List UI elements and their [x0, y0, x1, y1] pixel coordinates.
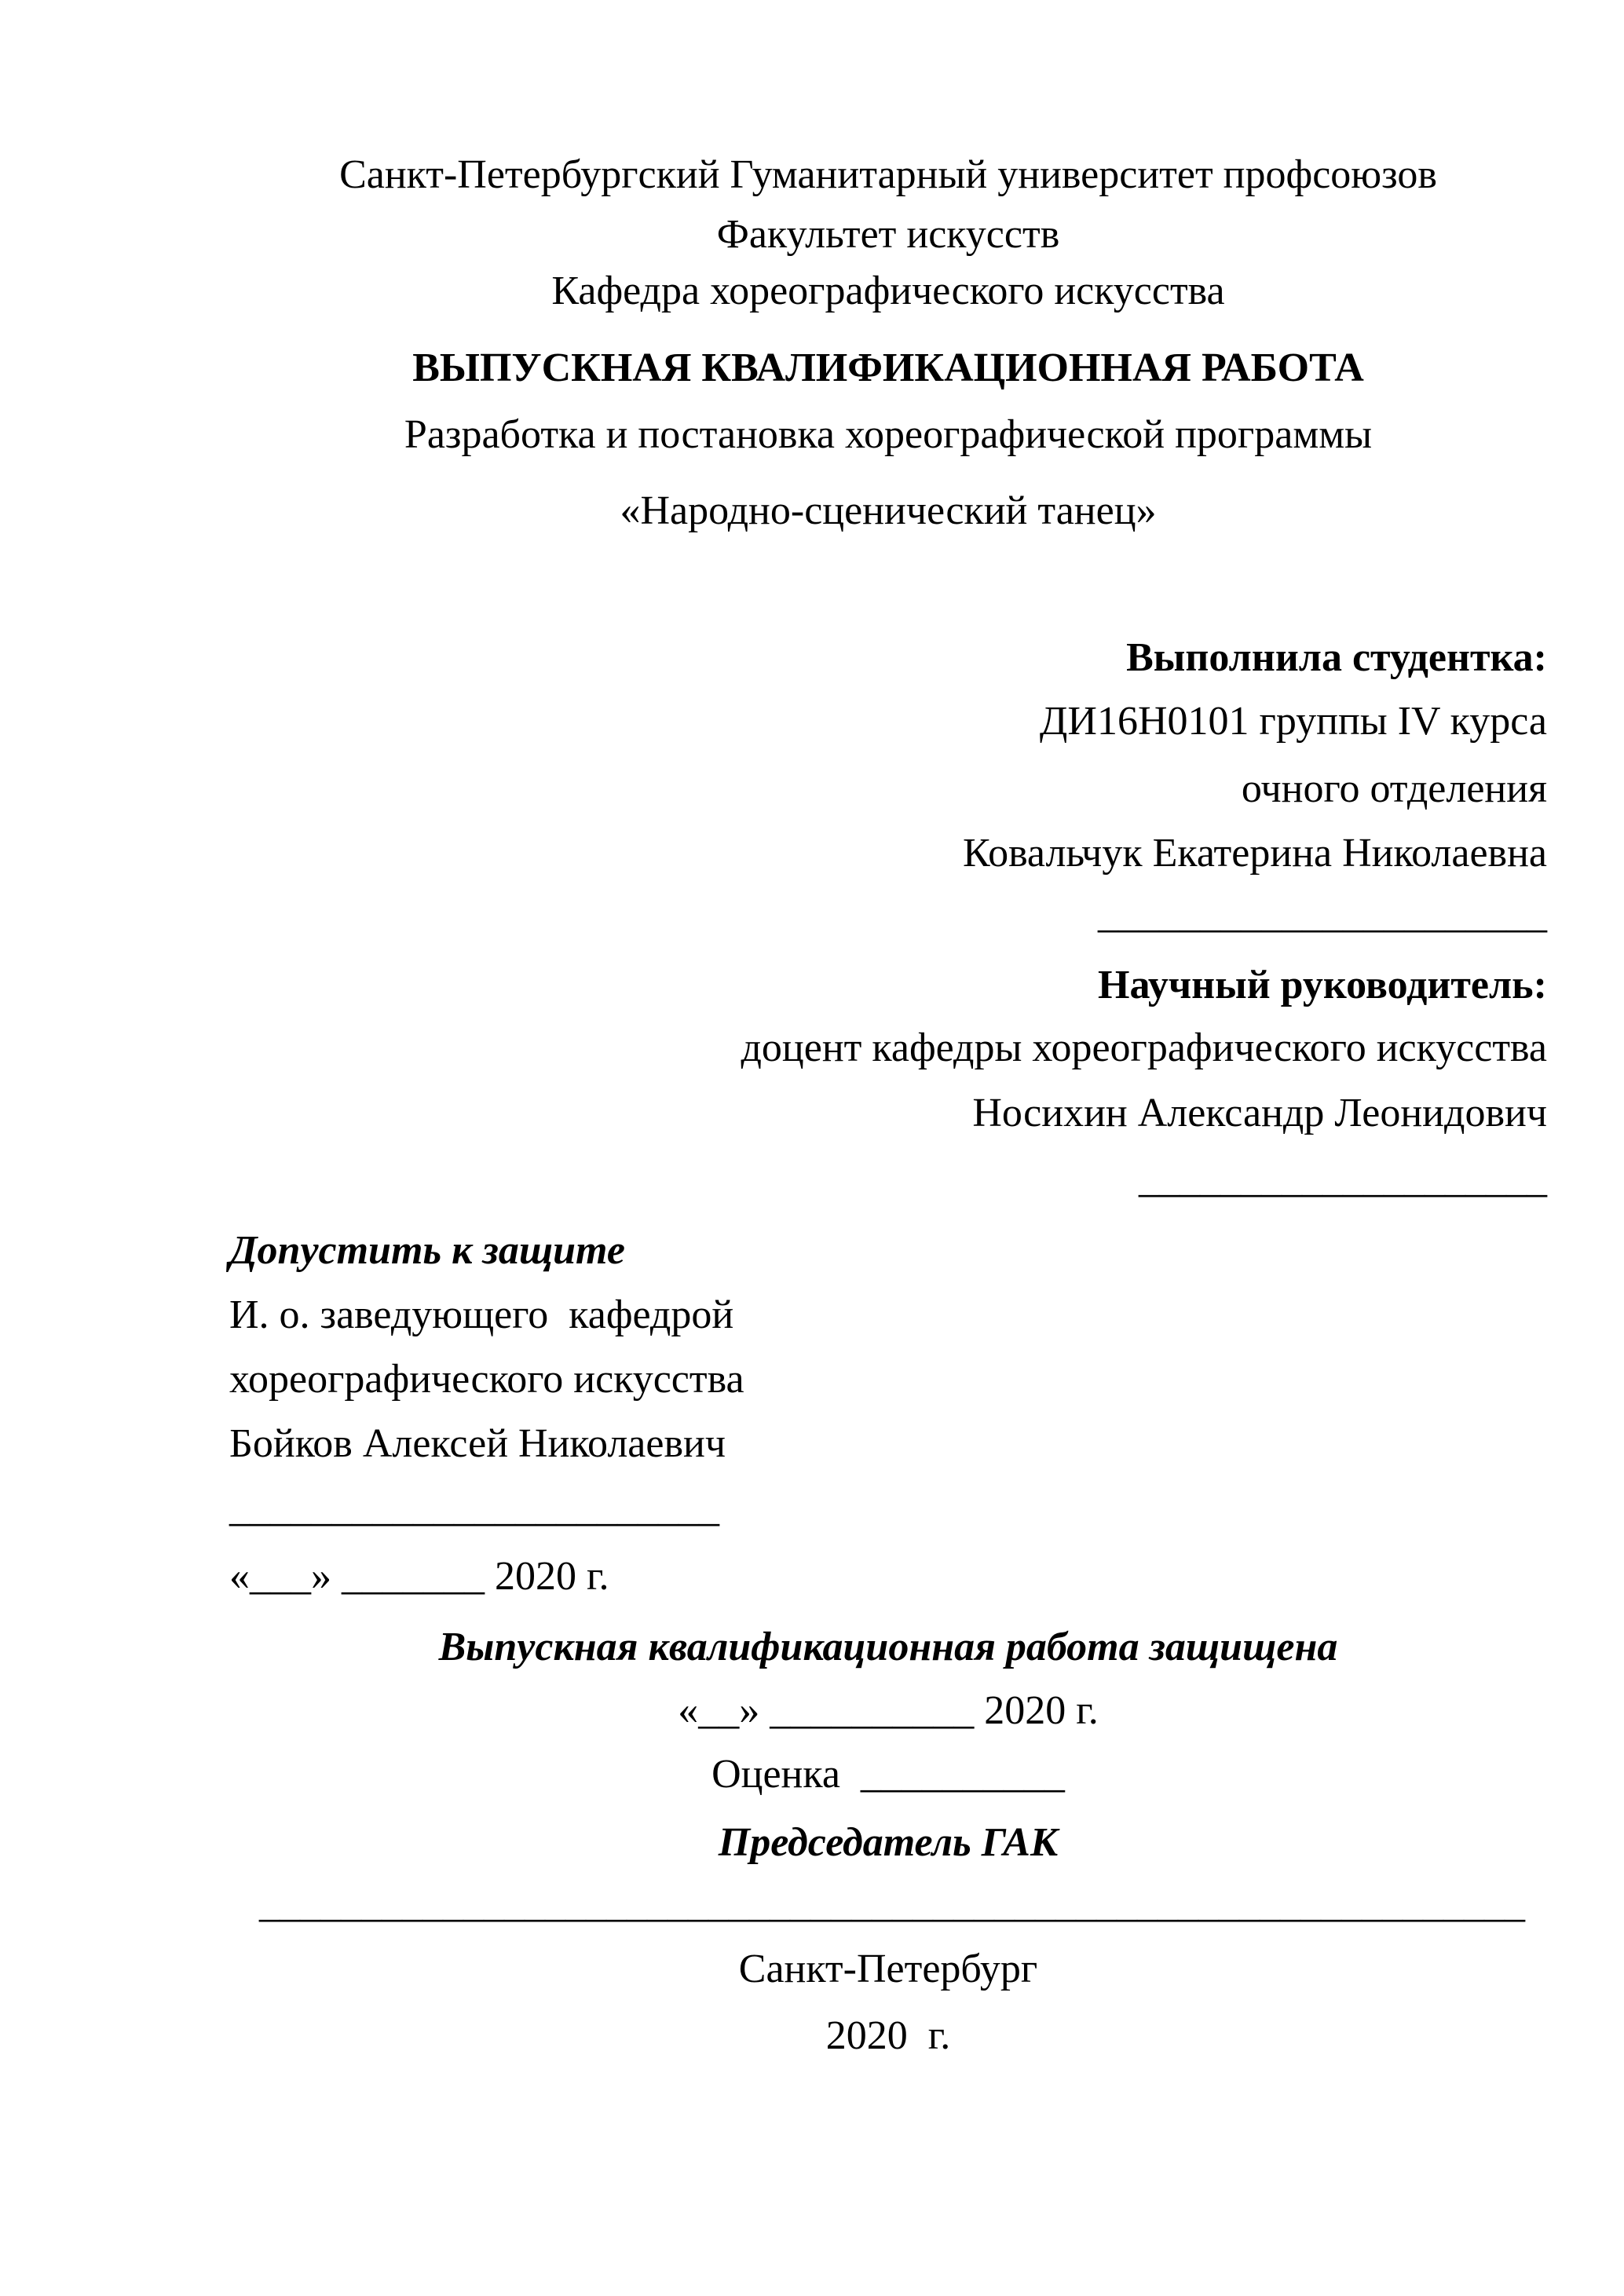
approval-position-line-2: хореографического искусства	[229, 1356, 744, 1402]
city-line: Санкт-Петербург	[738, 1946, 1038, 1991]
approval-date-line: «___» _______ 2020 г.	[229, 1553, 609, 1599]
year-line: 2020 г.	[825, 2013, 951, 2058]
program-title: «Народно-сценический танец»	[620, 488, 1157, 533]
faculty-line: Факультет искусств	[716, 211, 1060, 257]
student-mode-line: очного отделения	[1241, 766, 1547, 811]
defense-date-line: «__» __________ 2020 г.	[678, 1687, 1099, 1733]
advisor-position-line: доцент кафедры хореографического искусства	[741, 1025, 1547, 1070]
defense-heading: Выпускная квалификационная работа защищена	[438, 1624, 1338, 1669]
approval-signature-line: ________________________	[229, 1485, 719, 1530]
university-line: Санкт-Петербургский Гуманитарный университет профсоюзов	[339, 152, 1437, 197]
advisor-signature-line: ____________________	[1139, 1156, 1547, 1201]
defense-grade-line: Оценка __________	[711, 1751, 1065, 1797]
department-line: Кафедра хореографического искусства	[551, 268, 1225, 313]
chairman-heading: Председатель ГАК	[718, 1819, 1059, 1865]
work-type-title: ВЫПУСКНАЯ КВАЛИФИКАЦИОННАЯ РАБОТА	[412, 345, 1364, 390]
advisor-name-line: Носихин Александр Леонидович	[972, 1090, 1547, 1135]
approval-position-line-1: И. о. заведующего кафедрой	[229, 1292, 734, 1337]
approval-name-line: Бойков Алексей Николаевич	[229, 1420, 726, 1466]
student-heading: Выполнила студентка:	[1126, 634, 1547, 680]
student-group-line: ДИ16Н0101 группы IV курса	[1039, 698, 1547, 744]
chairman-signature-rule: ______________________________________________________________	[259, 1881, 1525, 1926]
approval-heading: Допустить к защите	[229, 1227, 625, 1273]
student-name-line: Ковальчук Екатерина Николаевна	[962, 830, 1547, 876]
advisor-heading: Научный руководитель:	[1098, 962, 1547, 1007]
student-signature-line: ______________________	[1098, 891, 1547, 937]
work-subtitle: Разработка и постановка хореографической программы	[404, 411, 1373, 457]
